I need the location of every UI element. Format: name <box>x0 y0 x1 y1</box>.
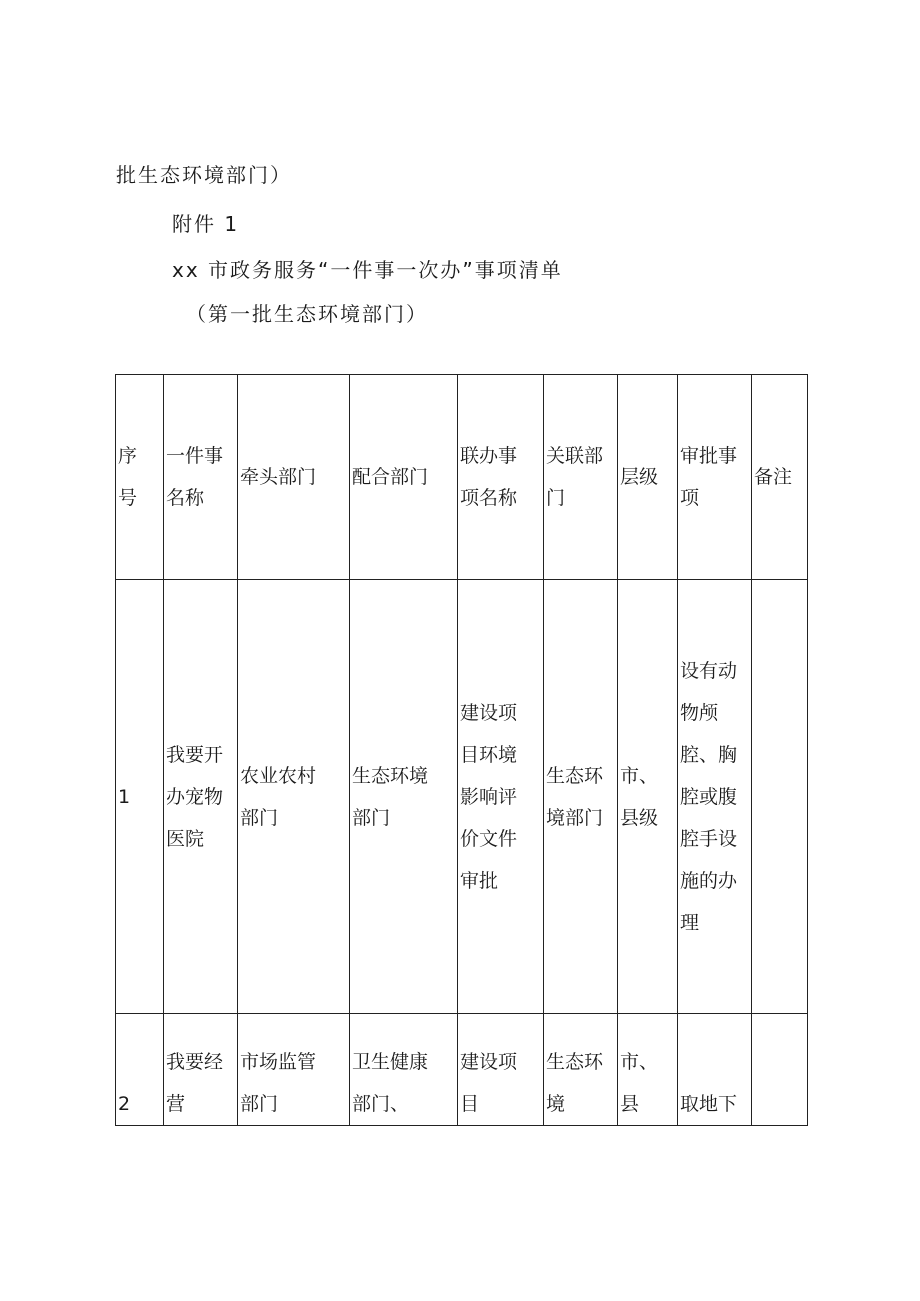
table-cell: 生态环 境 <box>544 1014 618 1126</box>
table-row <box>116 580 808 1014</box>
header-cell: 一件事 名称 <box>164 375 238 580</box>
table-cell <box>752 1014 808 1126</box>
table-row <box>116 1014 808 1126</box>
attachment-label: 附件 1 <box>172 212 240 236</box>
table-cell: 农业农村 部门 <box>238 580 350 1014</box>
document-title: xx 市政务服务“一件事一次办”事项清单 <box>172 258 563 282</box>
header-cell: 备注 <box>752 375 808 580</box>
header-cell: 审批事 项 <box>678 375 752 580</box>
table-cell: 市场监管 部门 <box>238 1014 350 1126</box>
table-cell: 我要经 营 <box>164 1014 238 1126</box>
table-cell: 建设项 目环境 影响评 价文件 审批 <box>458 580 544 1014</box>
table-cell: 1 <box>116 580 164 1014</box>
header-cell: 配合部门 <box>350 375 458 580</box>
header-cell: 联办事 项名称 <box>458 375 544 580</box>
table-cell: 卫生健康 部门、 <box>350 1014 458 1126</box>
table-header-row <box>116 375 808 580</box>
header-cell: 层级 <box>618 375 678 580</box>
table-cell: 市、 县级 <box>618 580 678 1014</box>
header-cell: 牵头部门 <box>238 375 350 580</box>
header-cell: 关联部 门 <box>544 375 618 580</box>
table-cell: 建设项 目 <box>458 1014 544 1126</box>
document-subtitle: （第一批生态环境部门） <box>186 302 428 326</box>
header-cell: 序 号 <box>116 375 164 580</box>
table-cell: 我要开 办宠物 医院 <box>164 580 238 1014</box>
table-cell: 设有动 物颅 腔、胸 腔或腹 腔手设 施的办 理 <box>678 580 752 1014</box>
item-list-table <box>115 374 808 1126</box>
table-cell: 生态环境 部门 <box>350 580 458 1014</box>
table-cell: 市、 县 <box>618 1014 678 1126</box>
table-cell: 生态环 境部门 <box>544 580 618 1014</box>
table-cell: 取地下 <box>678 1014 752 1126</box>
table-cell <box>752 580 808 1014</box>
table-cell: 2 <box>116 1014 164 1126</box>
continued-heading-fragment: 批生态环境部门） <box>116 163 292 187</box>
